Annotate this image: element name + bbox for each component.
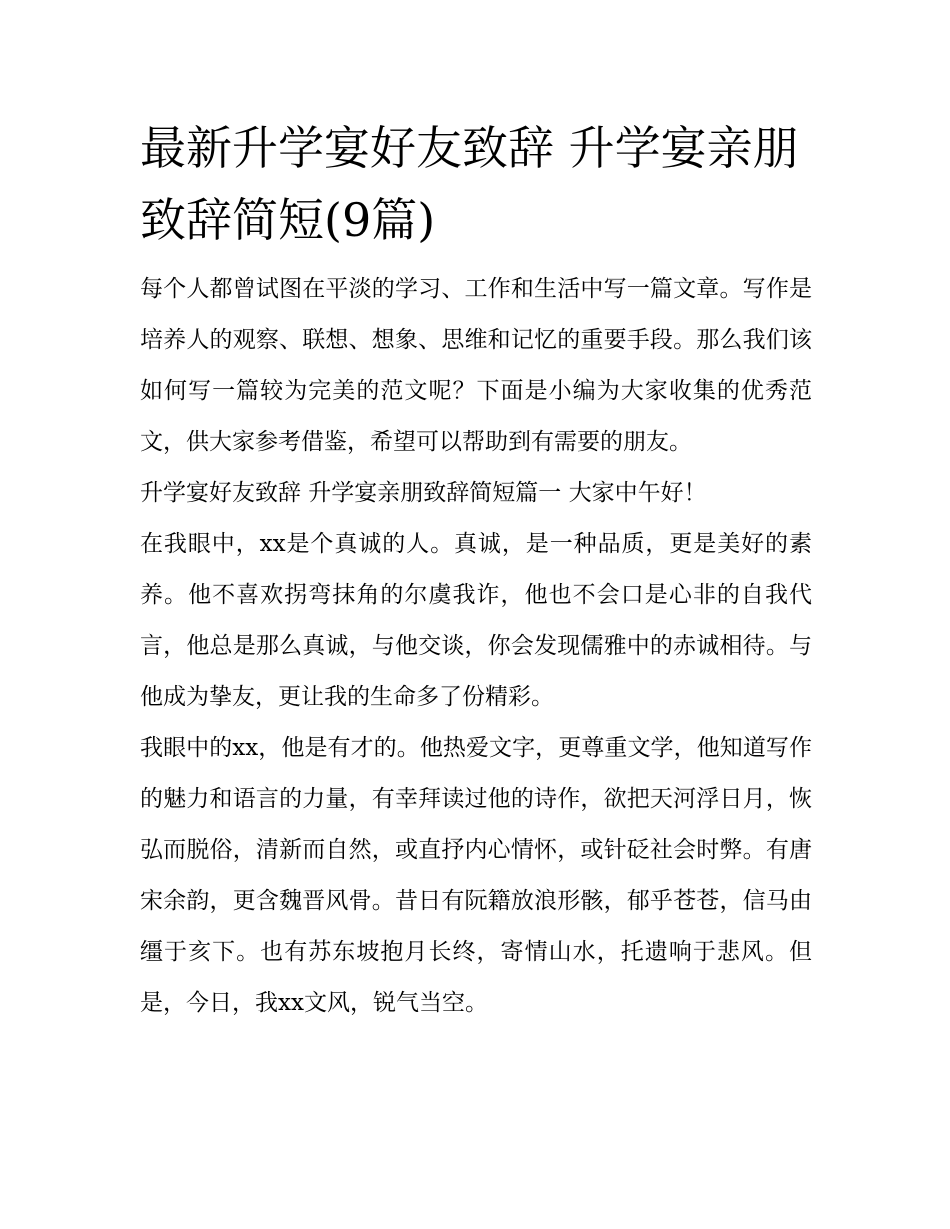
- document-body: [140, 112, 812, 1029]
- intro-paragraph: 每个人都曾试图在平淡的学习、工作和生活中写一篇文章。写作是培养人的观察、联想、想象、思维和记忆的重要手段。那么我们该如何写一篇较为完美的范文呢？下面是小编为大家收集的优秀范文，供大家参考借鉴，希望可以帮助到有需要的朋友。: [140, 276, 812, 455]
- body-paragraph-sincerity: 在我眼中，xx是个真诚的人。真诚，是一种品质，更是美好的素养。他不喜欢拐弯抹角的尔虞我诈，他也不会口是心非的自我代言，他总是那么真诚，与他交谈，你会发现儒雅中的赤诚相待。与他成为挚友，更让我的生命多了份精彩。: [140, 531, 812, 710]
- document-title: 最新升学宴好友致辞 升学宴亲朋致辞简短(9篇): [140, 121, 799, 247]
- section-heading-paragraph: 升学宴好友致辞 升学宴亲朋致辞简短篇一 大家中午好！: [140, 480, 707, 506]
- body-paragraph-talent: 我眼中的xx，他是有才的。他热爱文字，更尊重文学，他知道写作的魅力和语言的力量，有幸拜读过他的诗作，欲把天河浮日月，恢弘而脱俗，清新而自然，或直抒内心情怀，或针砭社会时弊。有唐宋余韵，更含魏晋风骨。昔日有阮籍放浪形骸，郁乎苍苍，信马由缰于亥下。也有苏东坡抱月长终，寄情山水，托遗响于悲风。但是，今日，我xx文风，锐气当空。: [140, 735, 812, 1016]
